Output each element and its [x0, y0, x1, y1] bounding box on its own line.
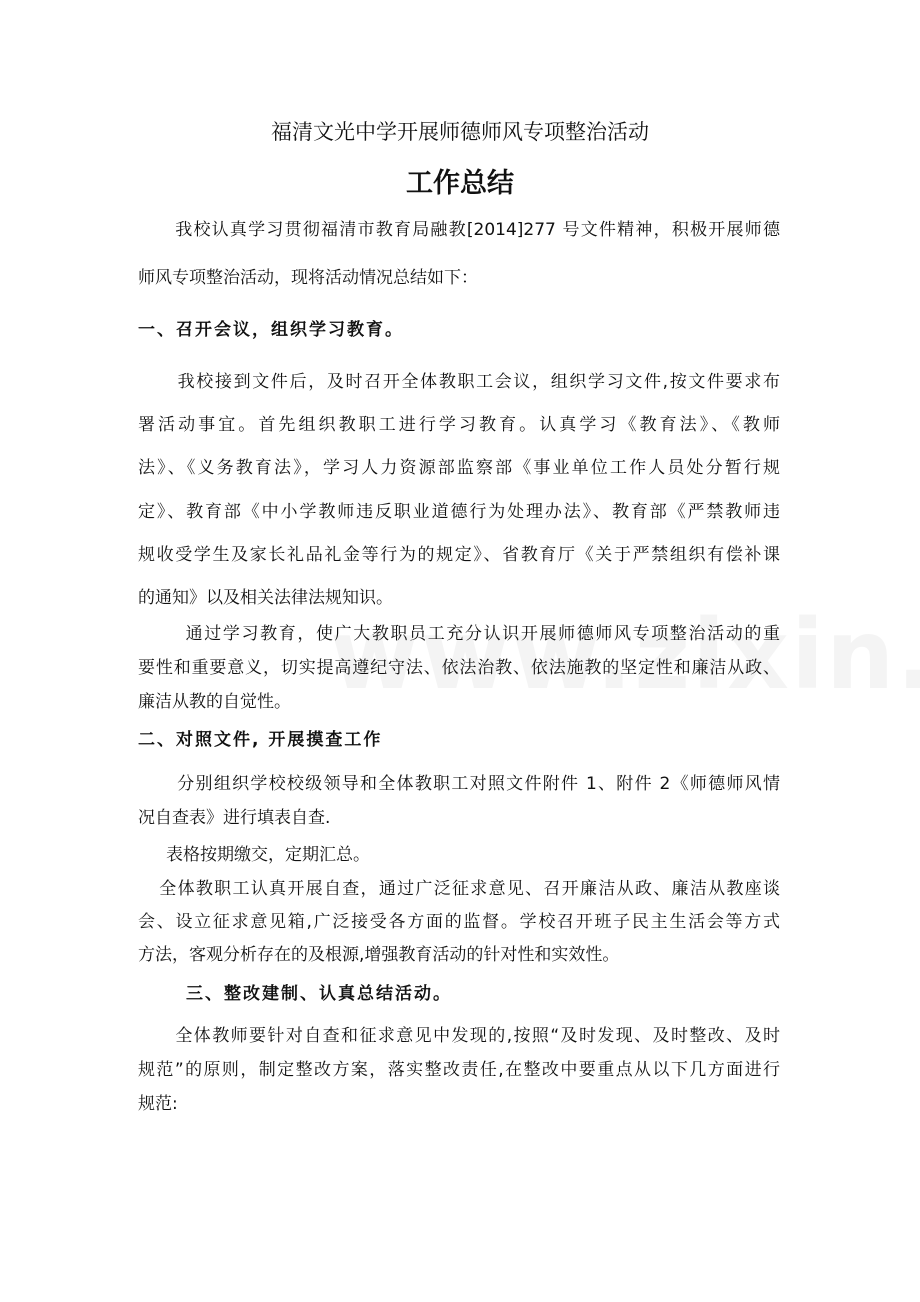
section1-p1-line-4: 定》、教育部《中小学教师违反职业道德行为处理办法》、教育部《严禁教师违 — [138, 502, 780, 522]
doc-title-line-2: 工作总结 — [406, 168, 514, 199]
section1-p1-line-3: 法》、《义务教育法》，学习人力资源部监察部《事业单位工作人员处分暂行规 — [138, 458, 780, 478]
section2-p3-line-1: 全体教职工认真开展自查，通过广泛征求意见、召开廉洁从政、廉洁从教座谈 — [158, 879, 780, 899]
section1-heading: 一、召开会议，组织学习教育。 — [138, 320, 404, 340]
section1-p1-line-1: 我校接到文件后，及时召开全体教职工会议，组织学习文件,按文件要求布 — [176, 372, 780, 392]
doc-title-line-1: 福清文光中学开展师德师风专项整治活动 — [271, 120, 649, 144]
intro-line-1: 我校认真学习贯彻福清市教育局融教[2014]277 号文件精神，积极开展师德 — [174, 220, 780, 240]
section2-p1-line-2: 况自查表》进行填表自查. — [138, 808, 331, 828]
section3-p1-line-2: 规范”的原则，制定整改方案，落实整改责任,在整改中要重点从以下几方面进行 — [138, 1060, 780, 1080]
section1-p1-line-6: 的通知》以及相关法律法规知识。 — [138, 588, 393, 608]
section3-p1-line-1: 全体教师要针对自查和征求意见中发现的,按照“及时发现、及时整改、及时 — [174, 1026, 780, 1046]
section2-heading: 二、对照文件, 开展摸查工作 — [138, 730, 383, 750]
section2-p3-line-2: 会、设立征求意见箱,广泛接受各方面的监督。学校召开班子民主生活会等方式 — [138, 912, 780, 932]
section3-p1-line-3: 规范: — [138, 1094, 178, 1114]
section2-p2: 表格按期缴交，定期汇总。 — [166, 845, 370, 865]
section1-p1-line-5: 规收受学生及家长礼品礼金等行为的规定》、省教育厅《关于严禁组织有偿补课 — [138, 545, 780, 565]
section3-heading: 三、整改建制、认真总结活动。 — [186, 984, 452, 1004]
section1-p2-line-3: 廉洁从教的自觉性。 — [138, 692, 291, 712]
section2-p3-line-3: 方法，客观分析存在的及根源,增强教育活动的针对性和实效性。 — [138, 945, 620, 965]
intro-line-2: 师风专项整治活动，现将活动情况总结如下： — [138, 268, 478, 288]
section1-p2-line-2: 要性和重要意义，切实提高遵纪守法、依法治教、依法施教的坚定性和廉洁从政、 — [138, 658, 780, 678]
section2-p1-line-1: 分别组织学校校级领导和全体教职工对照文件附件 1、附件 2《师德师风情 — [176, 774, 780, 794]
section1-p2-line-1: 通过学习教育，使广大教职员工充分认识开展师德师风专项整治活动的重 — [184, 624, 780, 644]
section1-p1-line-2: 署活动事宜。首先组织教职工进行学习教育。认真学习《教育法》、《教师 — [138, 415, 780, 435]
watermark — [330, 600, 920, 710]
